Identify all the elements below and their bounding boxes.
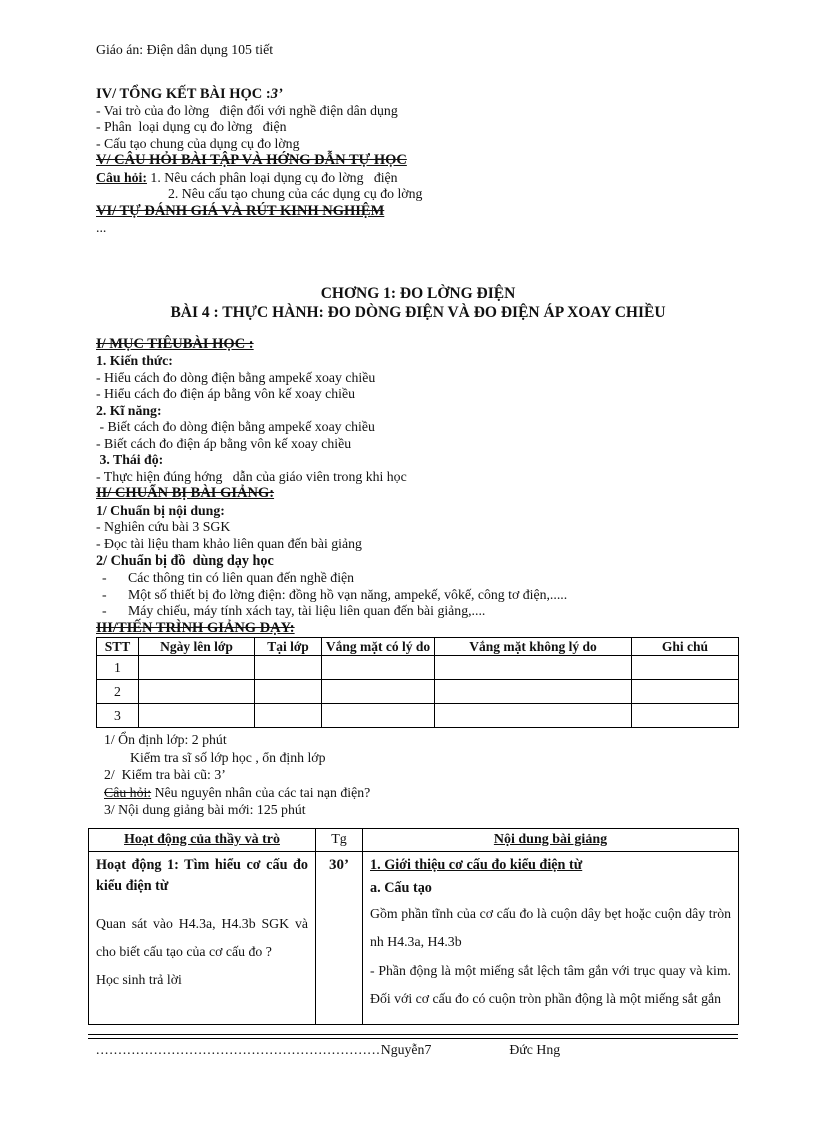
section-ii-item: - Nghiên cứu bài 3 SGK [96,519,231,534]
empty-cell [139,656,255,680]
header-content [363,828,739,851]
doc-header: Giáo án: Điện dân dụng 105 tiết [96,42,274,57]
empty-cell [255,704,322,728]
header-content-text: Nội dung bài giảng [493,831,608,847]
col-stt: STT [97,637,139,656]
section-i-sub2: 2. Kĩ năng: [96,402,162,418]
empty-cell [255,680,322,704]
question-text: 1. Nêu cách phân loại dụng cụ đo lờng điện [146,169,398,185]
footer-dots: ................................................................ [96,1041,381,1057]
cau-hoi-label: Câu hỏi: [96,169,147,185]
footer-double-rule [88,1034,738,1039]
section-iv-item: - Vai trò của đo lờng điện đối với nghề điện dân dụng [96,102,398,118]
teacher-student-cell [89,851,316,1024]
empty-cell [139,704,255,728]
section-i-heading: I/ MỤC TIÊUBÀI HỌC : [96,335,254,352]
section-ii-sub1: 1/ Chuẩn bị nội dung: [96,502,225,518]
chapter-title: CHƠNG 1: ĐO LỜNG ĐIỆN [320,284,516,302]
col-tai-lop: Tại lớp [255,637,322,656]
section-ii-dash-item [96,603,740,620]
col-vang-co-ly-do: Vắng mặt có lý do [322,637,435,656]
empty-cell [435,656,632,680]
section-vi-heading: VI/ TỰ ĐÁNH GIÁ VÀ RÚT KINH NGHIỆM [96,202,385,219]
content-paragraph: - Phần động là một miếng sắt lệch tâm gắn với trục quay và kim. Đối với cơ cấu đo có cuộn tròn phần động là một miếng sắt gắn [370,962,731,1006]
section-iii-heading: III/TIẾN TRÌNH GIẢNG DẠY: [96,619,295,636]
cau-hoi-label: Câu hỏi: [104,784,152,800]
attendance-row [97,656,739,680]
content-heading-2: a. Cấu tạo [370,879,432,896]
section-ii-dash-item [96,570,740,587]
col-ghi-chu: Ghi chú [632,637,739,656]
section-iv-heading [96,85,740,103]
dash-item-text: Máy chiếu, máy tính xách tay, tài liệu liên quan đến bài giảng,.... [128,603,486,618]
lesson-content-cell [363,851,739,1024]
section-i-item: - Biết cách đo dòng điện bằng ampekế xoay chiều [96,419,375,434]
empty-cell [435,680,632,704]
col-ngay-len-lop: Ngày lên lớp [139,637,255,656]
section-ii-item: - Đọc tài liệu tham khảo liên quan đến bài giảng [96,535,362,551]
row-number: 3 [97,704,139,728]
empty-cell [632,656,739,680]
empty-cell [255,656,322,680]
dash-bullet: - [102,570,107,585]
section-ii-sub2: 2/ Chuẩn bị đồ dùng dạy học [96,553,274,569]
tg-cell [316,851,363,1024]
content-paragraph: Gồm phần tĩnh của cơ cấu đo là cuộn dây bẹt hoặc cuộn dây tròn nh H4.3a, H4.3b [370,905,731,949]
procedure-cau-hoi [104,784,740,802]
header-activities-text: Hoạt động của thầy và trò [124,831,280,847]
section-i-item: - Thực hiện đúng hớng dẫn của giáo viên trong khi học [96,468,407,484]
empty-cell [632,704,739,728]
page-footer [96,1042,740,1059]
attendance-row [97,704,739,728]
section-i-sub1: 1. Kiến thức: [96,353,173,368]
section-i-item: - Hiểu cách đo dòng điện bằng ampekế xoay chiều [96,369,376,385]
section-iv-item: - Cấu tạo chung của dụng cụ đo lờng [96,135,300,151]
procedure-line: Kiểm tra sĩ số lớp học , ổn định lớp [130,749,326,765]
activity-paragraph: Quan sát vào H4.3a, H4.3b SGK và cho biết cấu tạo của cơ cấu đo ? [96,915,308,959]
empty-cell [139,680,255,704]
content-heading-1: 1. Giới thiệu cơ cấu đo kiểu điện từ [370,856,583,873]
dash-item-text: Một số thiết bị đo lờng điện: đồng hồ vạn năng, ampekế, vôkế, công tơ điện,..... [128,586,568,602]
section-ii-dash-item [96,587,740,604]
col-vang-khong-ly-do: Vắng mặt không lý do [435,637,632,656]
cau-hoi-text: Nêu nguyên nhân của các tai nạn điện? [151,784,371,800]
section-i-item: - Biết cách đo điện áp bằng vôn kế xoay chiều [96,435,352,451]
section-iv-heading-time: 3’ [270,85,283,102]
procedure-line: 2/ Kiểm tra bài cũ: 3’ [104,767,226,782]
page-number: 7 [424,1041,432,1057]
header-tg [316,828,363,851]
lesson-table-content-row [89,851,739,1024]
footer-author-first: Nguyễn [380,1041,425,1057]
empty-cell [435,704,632,728]
empty-cell [322,680,435,704]
section-iv-heading-text: IV/ TỔNG KẾT BÀI HỌC : [96,85,271,102]
lesson-table-header-row [89,828,739,851]
section-i-sub3: 3. Thái độ: [96,452,164,467]
footer-author-last: Đức Hng [509,1041,561,1057]
procedure-line: 1/ Ổn định lớp: 2 phút [104,732,227,747]
dash-bullet: - [102,586,107,602]
attendance-header-row [97,637,739,656]
section-vi-ellipsis: ... [96,220,107,235]
section-v-question-2: 2. Nêu cấu tạo chung của các dụng cụ đo lờng [168,186,423,201]
section-v-question-1 [96,170,740,187]
tg-value: 30’ [329,856,349,873]
attendance-table [96,637,739,729]
header-tg-text: Tg [331,831,347,847]
section-i-item: - Hiểu cách đo điện áp bằng vôn kế xoay chiều [96,386,355,401]
lesson-activity-table [88,828,739,1025]
empty-cell [632,680,739,704]
section-iv-item: - Phân loại dụng cụ đo lờng điện [96,119,287,134]
procedure-line: 3/ Nội dung giảng bài mới: 125 phút [104,802,306,817]
row-number: 1 [97,656,139,680]
row-number: 2 [97,680,139,704]
activity-title: Hoạt động 1: Tìm hiểu cơ cấu đo kiểu điện từ [96,856,308,894]
section-ii-heading: II/ CHUẨN BỊ BÀI GIẢNG: [96,485,275,501]
attendance-row [97,680,739,704]
section-v-heading: V/ CÂU HỎI BÀI TẬP VÀ HỚNG DẪN TỰ HỌC [96,152,407,168]
dash-item-text: Các thông tin có liên quan đến nghề điện [128,570,355,585]
activity-paragraph: Học sinh trả lời [96,971,182,987]
empty-cell [322,656,435,680]
header-activities [89,828,316,851]
empty-cell [322,704,435,728]
lesson-title: BÀI 4 : THỰC HÀNH: ĐO DÒNG ĐIỆN VÀ ĐO ĐIỆN ÁP XOAY CHIỀU [170,303,666,321]
dash-bullet: - [102,603,107,618]
